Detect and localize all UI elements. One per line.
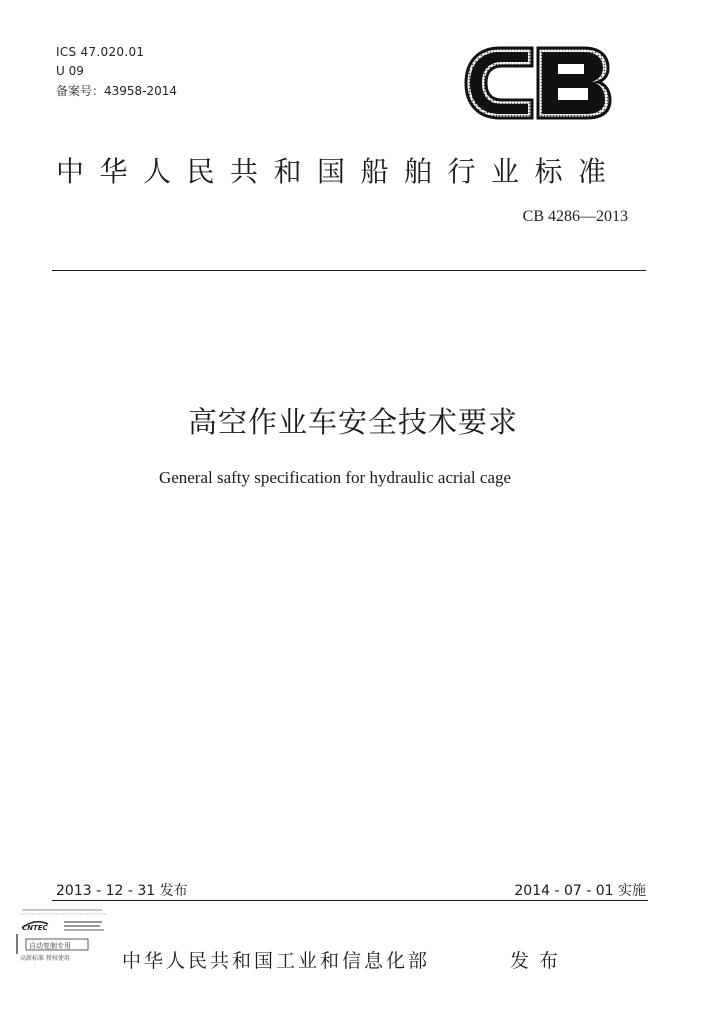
stamp-box-text: 自动复制专用 xyxy=(29,942,71,950)
document-title-en: General safty specification for hydraulic acrial cage xyxy=(158,468,512,487)
stamp-footer-text: 高新标准 授权使用 xyxy=(20,955,70,962)
stamp-brand: CNTEC xyxy=(22,924,48,932)
top-divider xyxy=(52,270,646,271)
publish-label: 发布 xyxy=(510,950,569,972)
ics-code: ICS 47.020.01 xyxy=(56,45,145,59)
document-title-cn: 高空作业车安全技术要求 xyxy=(187,405,518,439)
implement-date: 2014 - 07 - 01 实施 xyxy=(514,883,646,899)
standard-category-title: 中华人民共和国船舶行业标准 xyxy=(56,155,622,188)
issue-date: 2013 - 12 - 31 发布 xyxy=(56,883,188,899)
record-number: 备案号：43958-2014 xyxy=(56,84,178,98)
bottom-divider xyxy=(52,900,648,901)
cb-logo xyxy=(462,42,614,124)
standard-number: CB 4286—2013 xyxy=(522,208,628,225)
publisher-name: 中华人民共和国工业和信息化部 xyxy=(122,950,431,972)
copy-stamp xyxy=(14,906,110,966)
classification-code: U 09 xyxy=(56,64,84,78)
